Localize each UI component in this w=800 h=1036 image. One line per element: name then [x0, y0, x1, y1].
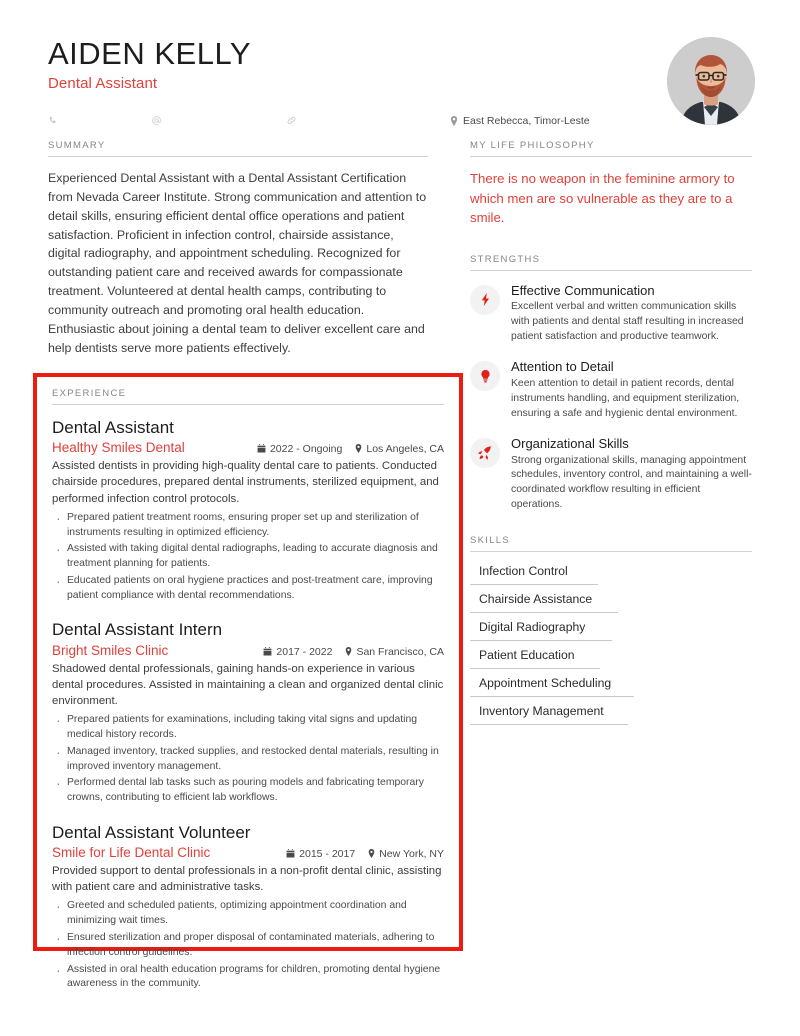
contact-email[interactable]	[151, 115, 286, 126]
skill-item: Chairside Assistance	[470, 592, 752, 613]
experience-meta-right	[286, 848, 444, 860]
map-pin-icon	[355, 443, 362, 455]
experience-dates-group	[263, 646, 332, 658]
summary-text: Experienced Dental Assistant with a Dental Assistant Certification from Nevada Career Institute. Strong communication and attention to detail skills, ensuring efficient dental office operations and patient satisfaction. Proficient in infection control, chairside assistance, digital radiography, and appointment scheduling. Recognized for outstanding patient care and received awards for compassionate treatment. Volunteered at dental health camps, contributing to community outreach and promoting oral health education. Enthusiastic about joining a dental team to deliver excellent care and help dentists serve more patients effectively.	[48, 171, 427, 355]
experience-entry	[52, 619, 444, 805]
experience-company: Healthy Smiles Dental	[52, 440, 185, 456]
experience-company: Smile for Life Dental Clinic	[52, 845, 211, 861]
strength-item	[470, 436, 752, 513]
experience-dates: 2022 - Ongoing	[269, 443, 343, 456]
strength-title: Effective Communication	[511, 282, 655, 298]
experience-role: Dental Assistant	[52, 418, 174, 437]
experience-role: Dental Assistant Volunteer	[52, 822, 251, 842]
summary-section	[48, 140, 428, 357]
right-column	[452, 140, 752, 935]
calendar-icon	[263, 646, 272, 658]
experience-meta-right	[257, 443, 444, 455]
philosophy-quote: There is no weapon in the feminine armory to which men are so vulnerable as they are to a smile.	[470, 171, 735, 226]
experience-bullets	[52, 511, 444, 604]
experience-location-group	[355, 443, 444, 455]
avatar-illustration	[667, 37, 755, 125]
contact-phone[interactable]	[48, 116, 151, 126]
skills-section	[470, 535, 752, 725]
contact-row	[48, 112, 752, 130]
experience-bullets	[52, 713, 444, 806]
map-pin-icon	[368, 848, 375, 860]
strength-item	[470, 283, 752, 346]
map-pin-icon	[345, 646, 352, 658]
skill-item: Digital Radiography	[470, 620, 752, 641]
experience-bullets	[52, 899, 444, 992]
experience-meta	[52, 440, 444, 455]
experience-description: Assisted dentists in providing high-quality dental care to patients. Conducted chairside procedures, prepared dental instruments, sterilized equipment, and performed infection control protocols.	[52, 460, 439, 505]
skill-item: Patient Education	[470, 648, 752, 669]
experience-description: Shadowed dental professionals, gaining hands-on experience in various dental procedures. Assisted in maintaining a clean and organized dental clinic environment.	[52, 662, 444, 708]
experience-bullet: · Managed inventory, tracked supplies, and restocked dental materials, resulting in improved inventory management.	[52, 745, 444, 775]
experience-entry	[52, 417, 444, 603]
strength-description: Keen attention to detail in patient records, dental instruments handling, and equipment sterilization, ensuring a safe and hygienic dental environment.	[511, 378, 740, 419]
strength-badge	[470, 361, 500, 391]
experience-location-group	[368, 848, 444, 860]
contact-link[interactable]	[286, 115, 446, 126]
strength-body	[511, 283, 752, 346]
experience-bullet: · Assisted in oral health education programs for children, promoting dental hygiene awareness in the community.	[52, 963, 444, 993]
skill-item: Infection Control	[470, 564, 752, 585]
experience-bullet: · Performed dental lab tasks such as pouring models and fabricating temporary crowns, contributing to efficient lab workflows.	[52, 776, 444, 806]
experience-location-group	[345, 646, 444, 658]
page-title: AIDEN KELLY	[48, 36, 252, 71]
experience-location: San Francisco, CA	[356, 645, 444, 658]
experience-section	[51, 388, 445, 992]
experience-bullet: · Assisted with taking digital dental radiographs, leading to accurate diagnosis and treatment planning for patients.	[52, 542, 444, 572]
lightbulb-icon	[479, 370, 492, 383]
strengths-section	[470, 254, 752, 513]
experience-dates: 2015 - 2017	[299, 848, 356, 861]
avatar	[667, 37, 755, 125]
at-sign-icon	[151, 115, 162, 126]
experience-dates: 2017 - 2022	[276, 645, 333, 658]
rocket-icon	[478, 446, 492, 460]
experience-dates-group	[257, 443, 342, 455]
experience-highlight-box	[33, 373, 463, 990]
strength-description: Strong organizational skills, managing appointment schedules, inventory control, and maintaining a well-coordinated workflow resulting in efficient operations.	[511, 454, 752, 511]
skills-heading: SKILLS	[470, 535, 752, 552]
contact-location	[450, 115, 590, 127]
strength-title: Attention to Detail	[511, 359, 614, 375]
contact-location-value: East Rebecca, Timor-Leste	[463, 114, 590, 127]
link-icon	[286, 115, 297, 126]
experience-location: New York, NY	[379, 848, 444, 861]
phone-icon	[48, 116, 58, 126]
skill-item: Inventory Management	[470, 704, 752, 725]
job-title: Dental Assistant	[48, 74, 158, 92]
experience-company: Bright Smiles Clinic	[52, 642, 169, 658]
philosophy-section	[470, 140, 752, 228]
strength-badge	[470, 438, 500, 468]
experience-meta	[52, 643, 444, 658]
strength-item	[470, 359, 752, 422]
experience-bullet: · Prepared patients for examinations, including taking vital signs and updating medical history records.	[52, 713, 444, 743]
lightning-bolt-icon	[479, 293, 492, 306]
experience-description: Provided support to dental professionals in a non-profit dental clinic, assisting with patient care and administrative tasks.	[52, 865, 442, 894]
summary-heading: SUMMARY	[48, 140, 428, 157]
experience-location: Los Angeles, CA	[366, 443, 444, 456]
map-pin-icon	[450, 116, 458, 126]
strength-body	[511, 436, 752, 513]
resume-header	[0, 0, 800, 140]
strength-body	[511, 359, 752, 422]
strength-description: Excellent verbal and written communication skills with patients and dental staff resulting in increased patient satisfaction and productive teamwork.	[511, 301, 744, 343]
experience-heading: EXPERIENCE	[52, 388, 444, 405]
experience-bullet: · Ensured sterilization and proper disposal of contaminated materials, adhering to infection control guidelines.	[52, 931, 444, 961]
skill-item: Appointment Scheduling	[470, 676, 752, 697]
experience-meta-right	[263, 646, 444, 658]
strength-title: Organizational Skills	[511, 435, 629, 451]
experience-role: Dental Assistant Intern	[52, 620, 223, 640]
strengths-heading: STRENGTHS	[470, 254, 752, 271]
calendar-icon	[286, 848, 295, 860]
philosophy-heading: MY LIFE PHILOSOPHY	[470, 140, 752, 157]
experience-bullet: · Greeted and scheduled patients, optimizing appointment coordination and minimizing wait times.	[52, 899, 444, 929]
experience-dates-group	[286, 848, 355, 860]
calendar-icon	[257, 443, 266, 455]
experience-meta	[52, 845, 444, 860]
experience-bullet: · Prepared patient treatment rooms, ensuring proper set up and sterilization of instruments resulting in optimized efficiency.	[52, 511, 444, 541]
experience-entry	[52, 822, 444, 992]
experience-bullet: · Educated patients on oral hygiene practices and post-treatment care, improving patient compliance with dental recommendations.	[52, 574, 444, 604]
strength-badge	[470, 285, 500, 315]
